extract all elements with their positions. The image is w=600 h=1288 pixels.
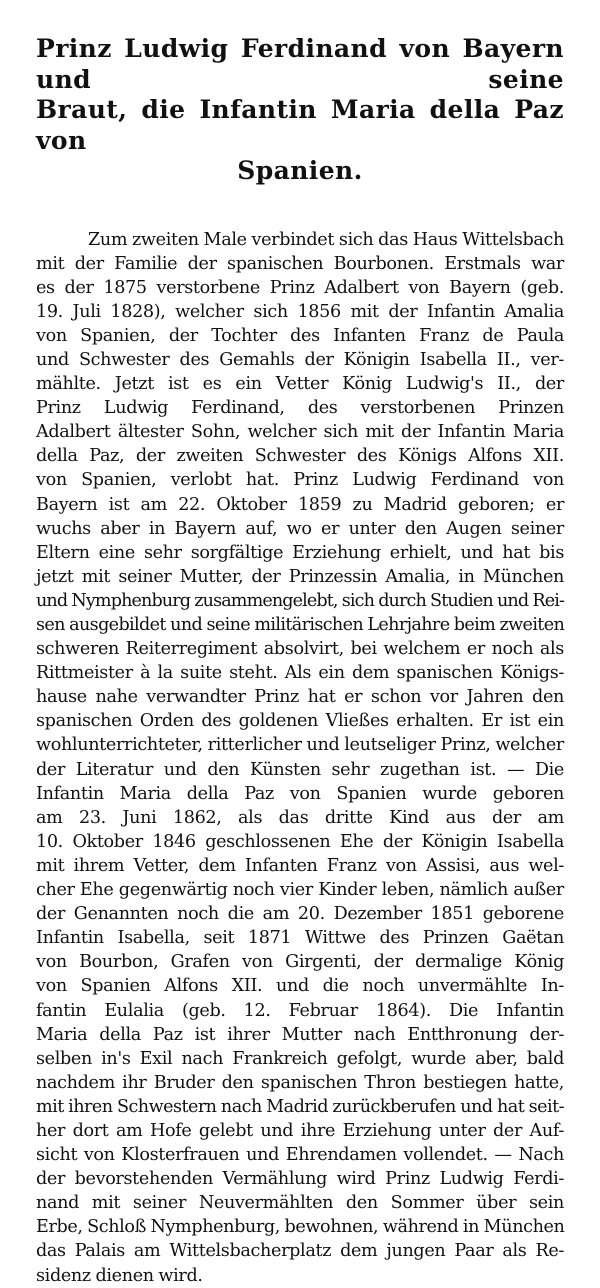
body-line: Zum zweiten Male verbindet sich das Haus Wittelsbach	[88, 229, 564, 250]
body-line: von Bourbon, Grafen von Girgenti, der dermalige König	[36, 952, 564, 973]
body-line: Maria della Paz ist ihrer Mutter nach Entthronung der-	[36, 1024, 564, 1045]
body-line: jetzt mit seiner Mutter, der Prinzessin Amalia, in München	[36, 566, 564, 587]
title-line: Braut, die Infantin Maria della Paz von	[36, 95, 564, 155]
body-line: della Paz, der zweiten Schwester des Königs Alfons XII.	[36, 446, 564, 467]
body-line: der Genannten noch die am 20. Dezember 1851 geborene	[36, 904, 564, 925]
body-line: es der 1875 verstorbene Prinz Adalbert von Bayern (geb.	[36, 277, 564, 298]
article-title	[36, 34, 564, 187]
body-line: cher Ehe gegenwärtig noch vier Kinder leben, nämlich außer	[36, 880, 564, 901]
body-line: wohlunterrichteter, ritterlicher und leutseliger Prinz, welcher	[36, 735, 564, 756]
body-line: sidenz dienen wird.	[36, 1265, 203, 1286]
body-line: von Spanien, verlobt hat. Prinz Ludwig Ferdinand von	[36, 470, 564, 491]
body-line: Eltern eine sehr sorgfältige Erziehung erhielt, und hat bis	[36, 542, 564, 563]
body-line: spanischen Orden des goldenen Vließes erhalten. Er ist ein	[36, 711, 564, 732]
body-line: mit ihren Schwestern nach Madrid zurückberufen und hat seit-	[36, 1096, 564, 1117]
body-line: Bayern ist am 22. Oktober 1859 zu Madrid geboren; er	[36, 494, 564, 515]
body-line: Rittmeister à la suite steht. Als ein dem spanischen Königs-	[36, 663, 564, 684]
body-line: das Palais am Wittelsbacherplatz dem jungen Paar als Re-	[36, 1241, 564, 1262]
body-line: her dort am Hofe gelebt und ihre Erziehung unter der Auf-	[36, 1120, 564, 1141]
body-line: am 23. Juni 1862, als das dritte Kind aus der am	[36, 807, 564, 828]
body-line: schweren Reiterregiment absolvirt, bei welchem er noch als	[36, 639, 564, 660]
body-line: mit der Familie der spanischen Bourbonen. Erstmals war	[36, 253, 564, 274]
body-line: und Nymphenburg zusammengelebt, sich durch Studien und Rei-	[36, 590, 564, 611]
body-line: Infantin Maria della Paz von Spanien wurde geboren	[36, 783, 564, 804]
body-line: Adalbert ältester Sohn, welcher sich mit der Infantin Maria	[36, 422, 564, 443]
body-line: sen ausgebildet und seine militärischen Lehrjahre beim zweiten	[36, 615, 565, 635]
body-line: der bevorstehenden Vermählung wird Prinz Ludwig Ferdi-	[36, 1169, 564, 1190]
body-line: nachdem ihr Bruder den spanischen Thron bestiegen hatte,	[36, 1072, 564, 1093]
body-line: wuchs aber in Bayern auf, wo er unter den Augen seiner	[36, 518, 564, 539]
body-line: mit ihrem Vetter, dem Infanten Franz von Assisi, aus wel-	[36, 855, 564, 876]
body-line: fantin Eulalia (geb. 12. Februar 1864). Die Infantin	[36, 1000, 564, 1021]
body-line: Prinz Ludwig Ferdinand, des verstorbenen Prinzen	[36, 398, 564, 419]
body-line: und Schwester des Gemahls der Königin Isabella II., ver-	[36, 349, 564, 370]
body-line: mählte. Jetzt ist es ein Vetter König Ludwig's II., der	[36, 374, 564, 395]
body-line: Erbe, Schloß Nymphenburg, bewohnen, während in München	[36, 1217, 565, 1238]
body-line: sicht von Klosterfrauen und Ehrendamen vollendet. — Nach	[36, 1145, 564, 1166]
body-line: hause nahe verwandter Prinz hat er schon vor Jahren den	[36, 687, 564, 708]
title-line: Prinz Ludwig Ferdinand von Bayern und seine	[36, 34, 564, 94]
body-line: Infantin Isabella, seit 1871 Wittwe des Prinzen Gaëtan	[36, 928, 564, 949]
body-line: 10. Oktober 1846 geschlossenen Ehe der Königin Isabella	[36, 831, 564, 852]
body-line: von Spanien Alfons XII. und die noch unvermählte In-	[36, 976, 564, 997]
body-line: 19. Juli 1828), welcher sich 1856 mit der Infantin Amalia	[36, 301, 564, 322]
title-line: Spanien.	[237, 156, 363, 185]
body-line: von Spanien, der Tochter des Infanten Franz de Paula	[36, 325, 564, 346]
body-line: selben in's Exil nach Frankreich gefolgt, wurde aber, bald	[36, 1048, 564, 1069]
body-line: der Literatur und den Künsten sehr zugethan ist. — Die	[36, 759, 564, 780]
body-line: nand mit seiner Neuvermählten den Sommer über sein	[36, 1193, 564, 1214]
article-body	[36, 228, 564, 1288]
